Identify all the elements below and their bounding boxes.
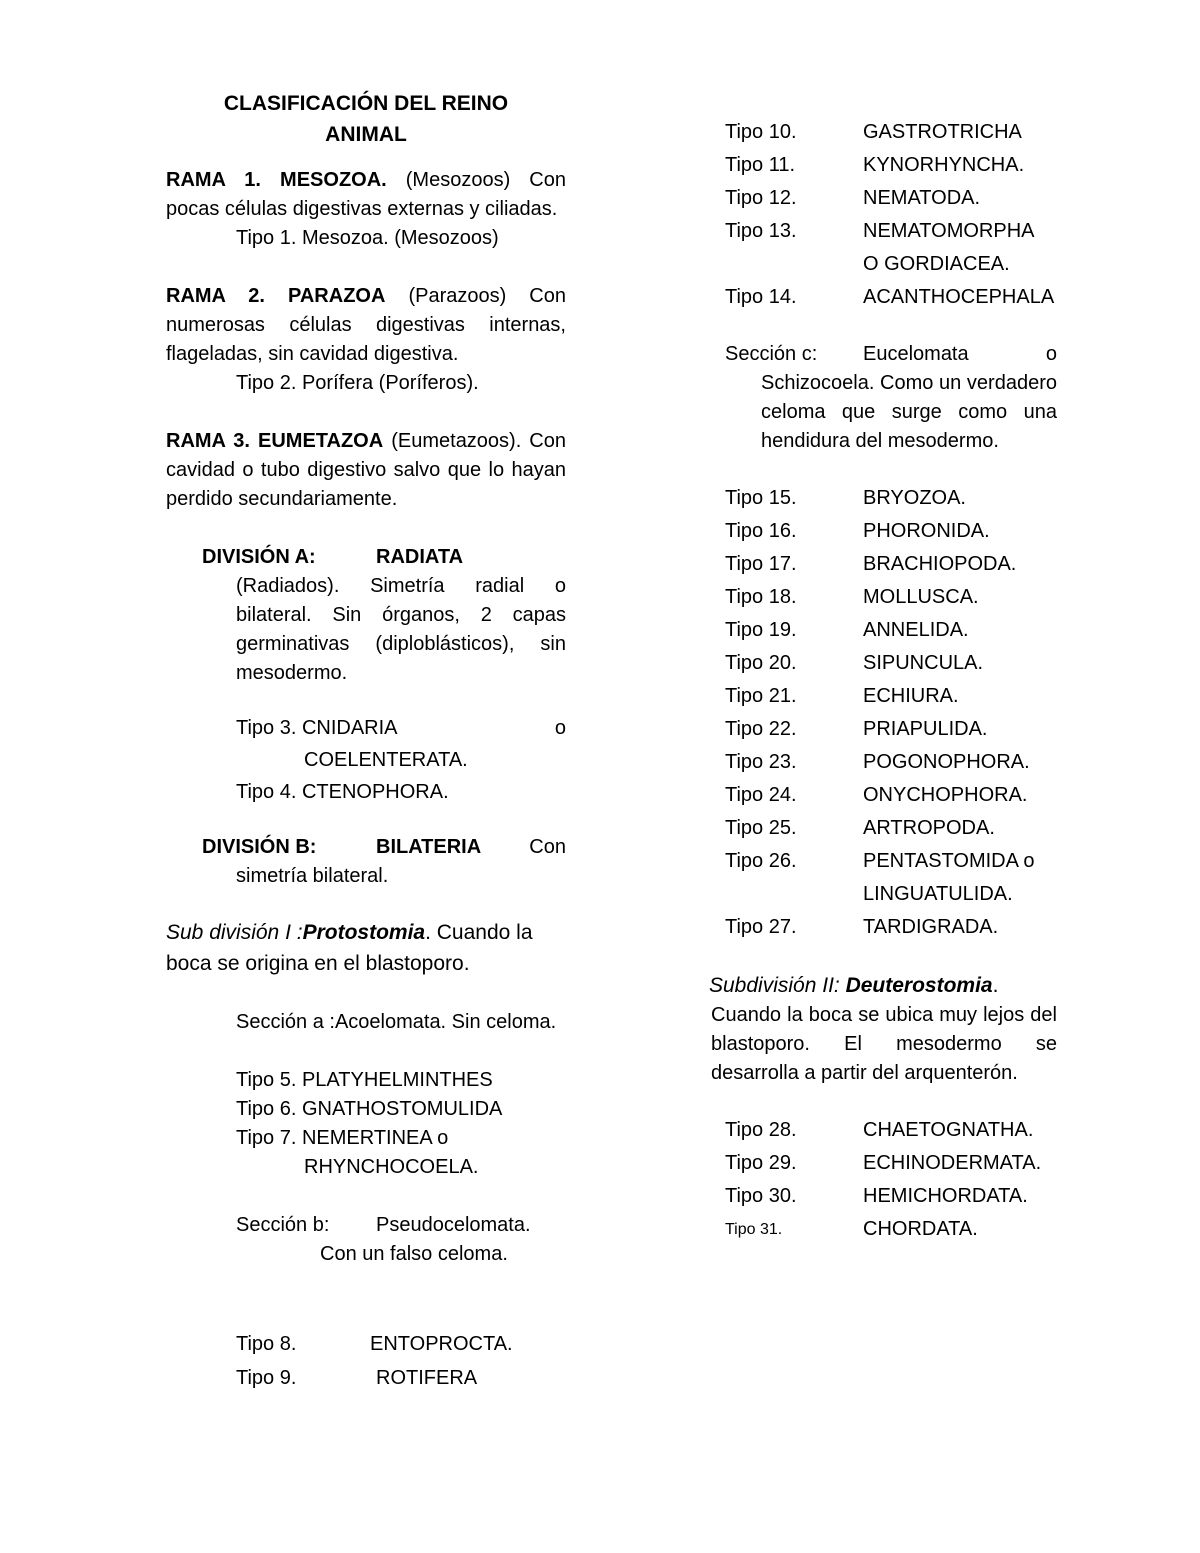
tipo-2: Tipo 2. Porífera (Poríferos). (236, 372, 479, 394)
tipo-row-23 (725, 746, 1057, 779)
tipo-9-key: Tipo 9. (236, 1367, 297, 1389)
tipo-23-key: Tipo 23. (725, 751, 797, 773)
tipo-8-key: Tipo 8. (236, 1333, 297, 1355)
tipo-3-or: o (554, 717, 566, 739)
rama-2-label: RAMA 2. PARAZOA (166, 285, 386, 307)
tipo-16-key: Tipo 16. (725, 520, 797, 542)
rama-3-text: (Eumetazoos). Con cavidad o tubo digestivo salvo que lo hayan perdido secundariamente. (166, 430, 566, 510)
seccion-c-name: Eucelomata (863, 343, 969, 365)
tipo-26-key: Tipo 26. (725, 850, 797, 872)
tipo-10-key: Tipo 10. (725, 121, 797, 143)
tipo-30-value: HEMICHORDATA. (863, 1185, 1028, 1207)
tipo-row-26 (725, 845, 1057, 878)
tipo-row-12 (725, 182, 1057, 215)
subdivision-2-name: Deuterostomia (845, 974, 993, 997)
tipo-31-key: Tipo 31. (725, 1221, 783, 1238)
rama-2 (166, 282, 566, 369)
tipo-row-28 (725, 1114, 1057, 1147)
tipo-row-15 (725, 482, 1057, 515)
tipo-27-value: TARDIGRADA. (863, 916, 999, 938)
tipo-15-value: BRYOZOA. (863, 487, 966, 509)
tipo-row-11 (725, 149, 1057, 182)
seccion-c-heading (725, 340, 1057, 369)
tipo-3 (166, 714, 566, 743)
subdivision-1-text: . Cuando la boca se origina en el blastoporo. (166, 921, 533, 975)
left-column (166, 88, 566, 1395)
seccion-c-label: Sección c: (725, 343, 818, 365)
tipo-9-value: ROTIFERA (376, 1367, 478, 1389)
rama-1 (166, 166, 566, 224)
subdivision-2-text: Cuando la boca se ubica muy lejos del blastoporo. El mesodermo se desarrolla a partir del arquenterón. (711, 1004, 1057, 1084)
document-title (166, 88, 566, 150)
rama-3-label: RAMA 3. EUMETAZOA (166, 430, 384, 452)
tipo-10-value: GASTROTRICHA (863, 121, 1022, 143)
tipo-row-22 (725, 713, 1057, 746)
division-a-heading (166, 543, 566, 572)
subdivision-1 (166, 917, 566, 979)
tipo-row-25 (725, 812, 1057, 845)
tipo-11-value: KYNORHYNCHA. (863, 154, 1025, 176)
seccion-c-or: o (1045, 343, 1057, 365)
tipo-11-key: Tipo 11. (725, 154, 796, 176)
tipo-8-value: ENTOPROCTA. (370, 1333, 513, 1355)
tipo-21-value: ECHIURA. (863, 685, 959, 707)
tipo-row-19 (725, 614, 1057, 647)
rama-2-text: (Parazoos) Con numerosas células digestivas internas, flageladas, sin cavidad digestiva. (166, 285, 566, 365)
tipo-12-value: NEMATODA. (863, 187, 981, 209)
tipo-3-label: Tipo 3. CNIDARIA (236, 717, 398, 739)
tipo-24-key: Tipo 24. (725, 784, 797, 806)
seccion-b (166, 1211, 566, 1240)
tipo-14-key: Tipo 14. (725, 286, 797, 308)
right-column (709, 116, 1057, 1246)
tipo-row-10 (725, 116, 1057, 149)
division-a-text: (Radiados). Simetría radial o bilateral. Sin órganos, 2 capas germinativas (diploblásticos), sin mesodermo. (236, 575, 566, 684)
tipo-7-alt: RHYNCHOCOELA. (304, 1156, 479, 1178)
tipo-13-alt-key (725, 248, 863, 281)
tipo-25-value: ARTROPODA. (863, 817, 995, 839)
rama-1-text: (Mesozoos) Con pocas células digestivas externas y ciliadas. (166, 169, 566, 220)
tipo-13-key: Tipo 13. (725, 220, 797, 242)
tipo-31-value: CHORDATA. (863, 1218, 978, 1240)
tipo-row-30 (725, 1180, 1057, 1213)
tipo-20-key: Tipo 20. (725, 652, 797, 674)
seccion-c-text: Schizocoela. Como un verdadero celoma que surge como una hendidura del mesodermo. (761, 372, 1057, 452)
tipo-26-value: PENTASTOMIDA o (863, 850, 1035, 872)
tipo-14-value: ACANTHOCEPHALA (863, 286, 1055, 308)
subdivision-2-prefix: Subdivisión II: (709, 974, 846, 997)
tipo-28-value: CHAETOGNATHA. (863, 1119, 1034, 1141)
tipo-1: Tipo 1. Mesozoa. (Mesozoos) (236, 227, 499, 249)
rama-3 (166, 427, 566, 514)
tipo-21-key: Tipo 21. (725, 685, 797, 707)
division-b-text: simetría bilateral. (236, 865, 389, 887)
division-b-label: DIVISIÓN B: (202, 836, 317, 858)
tipo-row-9 (166, 1361, 566, 1395)
tipo-row-26-alt (725, 878, 1057, 911)
tipo-19-value: ANNELIDA. (863, 619, 969, 641)
subdivision-1-prefix: Sub división I : (166, 921, 303, 944)
tipo-29-key: Tipo 29. (725, 1152, 797, 1174)
division-a-name: RADIATA (376, 546, 464, 568)
tipo-16-value: PHORONIDA. (863, 520, 990, 542)
tipo-row-27 (725, 911, 1057, 944)
tipo-list-2 (725, 482, 1057, 944)
tipo-7: Tipo 7. NEMERTINEA o (236, 1127, 449, 1149)
tipo-row-29 (725, 1147, 1057, 1180)
tipo-row-17 (725, 548, 1057, 581)
tipo-25-key: Tipo 25. (725, 817, 797, 839)
tipo-row-13-alt (725, 248, 1057, 281)
rama-1-label: RAMA 1. MESOZOA. (166, 169, 387, 191)
tipo-row-14 (725, 281, 1057, 314)
tipo-row-21 (725, 680, 1057, 713)
tipo-row-13 (725, 215, 1057, 248)
tipo-18-value: MOLLUSCA. (863, 586, 979, 608)
tipo-20-value: SIPUNCULA. (863, 652, 984, 674)
tipo-row-16 (725, 515, 1057, 548)
title-line-2: ANIMAL (325, 123, 407, 146)
tipo-26-alt-value: LINGUATULIDA. (863, 883, 1013, 905)
tipo-12-key: Tipo 12. (725, 187, 797, 209)
subdivision-1-name: Protostomia (302, 921, 426, 944)
title-line-1: CLASIFICACIÓN DEL REINO (223, 92, 509, 115)
tipo-list-1 (725, 116, 1057, 314)
tipo-18-key: Tipo 18. (725, 586, 797, 608)
tipo-17-key: Tipo 17. (725, 553, 797, 575)
tipo-30-key: Tipo 30. (725, 1185, 797, 1207)
tipo-6: Tipo 6. GNATHOSTOMULIDA (236, 1098, 503, 1120)
tipo-27-key: Tipo 27. (725, 916, 797, 938)
division-b-con: Con (529, 836, 566, 858)
seccion-b-label: Sección b: (236, 1214, 330, 1236)
seccion-b-text: Con un falso celoma. (320, 1243, 508, 1265)
tipo-26-alt-key (725, 878, 863, 911)
tipo-row-18 (725, 581, 1057, 614)
seccion-b-name: Pseudocelomata. (376, 1214, 531, 1236)
subdivision-2-heading (709, 970, 1057, 1001)
tipo-row-8 (166, 1327, 566, 1361)
tipo-row-20 (725, 647, 1057, 680)
division-a-label: DIVISIÓN A: (202, 546, 316, 568)
tipo-3-alt: COELENTERATA. (304, 749, 468, 771)
tipo-19-key: Tipo 19. (725, 619, 797, 641)
tipo-13-value: NEMATOMORPHA (863, 220, 1035, 242)
division-b-name: BILATERIA (376, 836, 482, 858)
tipo-28-key: Tipo 28. (725, 1119, 797, 1141)
division-b-heading (166, 833, 566, 862)
tipo-13-alt-value: O GORDIACEA. (863, 253, 1010, 275)
tipo-15-key: Tipo 15. (725, 487, 797, 509)
seccion-a: Sección a :Acoelomata. Sin celoma. (236, 1011, 557, 1033)
tipo-row-31 (725, 1213, 1057, 1246)
tipo-list-3 (725, 1114, 1057, 1246)
tipo-22-value: PRIAPULIDA. (863, 718, 988, 740)
tipo-row-24 (725, 779, 1057, 812)
tipo-5: Tipo 5. PLATYHELMINTHES (236, 1069, 493, 1091)
tipo-22-key: Tipo 22. (725, 718, 797, 740)
tipo-24-value: ONYCHOPHORA. (863, 784, 1028, 806)
tipo-4: Tipo 4. CTENOPHORA. (236, 781, 449, 803)
tipo-23-value: POGONOPHORA. (863, 751, 1030, 773)
tipo-29-value: ECHINODERMATA. (863, 1152, 1042, 1174)
tipo-17-value: BRACHIOPODA. (863, 553, 1017, 575)
subdivision-2-dot: . (992, 974, 999, 997)
